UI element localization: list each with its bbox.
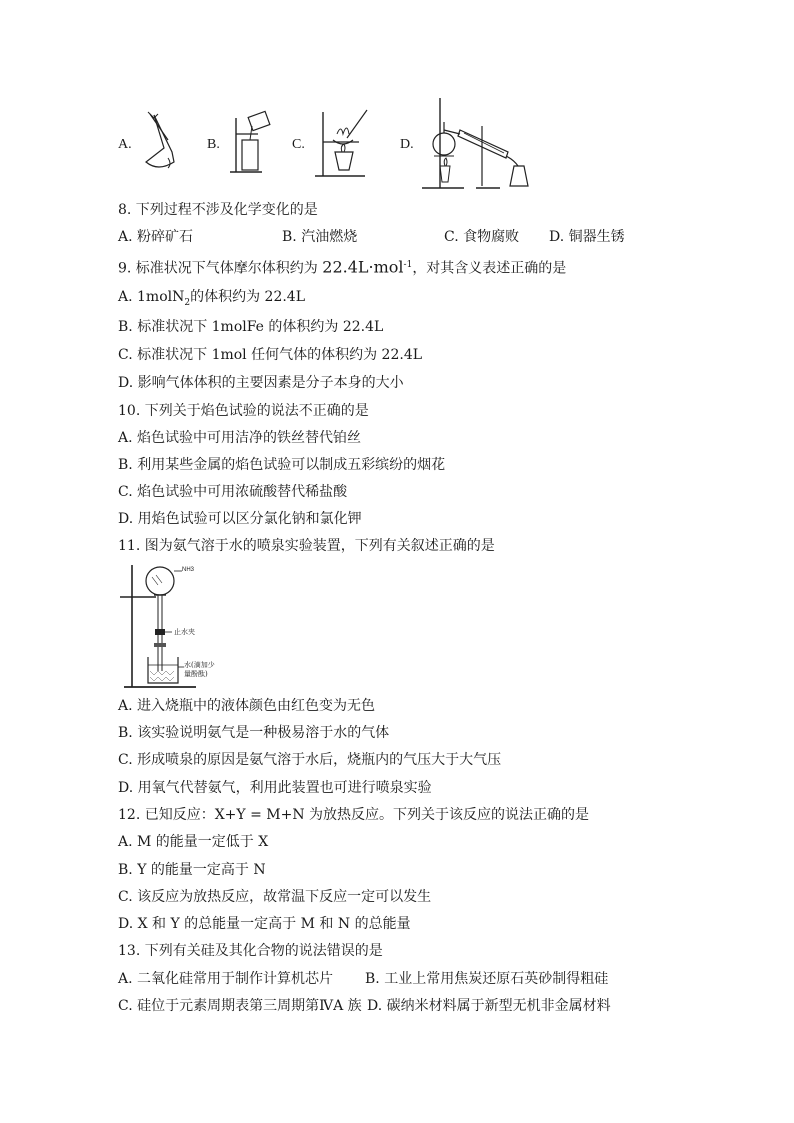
q9-option-c[interactable]: C. 标准状况下 1mol 任何气体的体积约为 22.4L [118,347,423,363]
q10-option-d[interactable]: D. 用焰色试验可以区分氯化钠和氯化钾 [118,511,362,527]
q10-option-b[interactable]: B. 利用某些金属的焰色试验可以制成五彩缤纷的烟花 [118,457,446,473]
q11-stem: 11. 图为氨气溶于水的喷泉实验装置，下列有关叙述正确的是 [118,538,495,554]
q11-figure-clamp-label: 止水夹 [174,628,195,636]
q9-stem-unit: 22.4L·mol [322,257,404,277]
q13-stem: 13. 下列有关硅及其化合物的说法错误的是 [118,943,383,959]
q10-stem: 10. 下列关于焰色试验的说法不正确的是 [118,403,369,419]
q9-option-a[interactable] [118,288,305,312]
q9-stem [118,256,566,278]
q12-stem: 12. 已知反应：X+Y = M+N 为放热反应。下列关于该反应的说法正确的是 [118,807,590,823]
q10-option-a[interactable]: A. 焰色试验中可用洁净的铁丝替代铂丝 [118,430,362,446]
q13-option-a[interactable]: A. 二氧化硅常用于制作计算机芯片 [118,971,334,987]
q8-stem: 8. 下列过程不涉及化学变化的是 [118,202,318,218]
q10-option-c[interactable]: C. 焰色试验中可用浓硫酸替代稀盐酸 [118,484,348,500]
q9-option-d[interactable]: D. 影响气体体积的主要因素是分子本身的大小 [118,375,404,391]
q8-option-a[interactable]: A. 粉碎矿石 [118,229,194,245]
q9-option-a-subscript: 2 [184,297,191,308]
q13-option-c[interactable]: C. 硅位于元素周期表第三周期第ⅣA 族 [118,998,362,1014]
q13-option-b[interactable]: B. 工业上常用焦炭还原石英砂制得粗硅 [365,971,609,987]
q7-option-d-label: D. [400,137,414,152]
q11-figure-water-label-2: 量酚酞) [184,670,208,678]
q9-stem-text: 9. 标准状况下气体摩尔体积约为 [118,260,323,277]
q12-option-a[interactable]: A. M 的能量一定低于 X [118,834,269,850]
q12-option-c[interactable]: C. 该反应为放热反应，故常温下反应一定可以发生 [118,889,432,905]
q11-figure-water-label [184,661,215,679]
q12-option-b[interactable]: B. Y 的能量一定高于 N [118,862,266,878]
q9-stem-exponent: -1 [403,260,413,270]
pouring-liquid-icon [228,108,278,176]
q9-option-a-tail: 的体积约为 22.4L [190,289,306,305]
q9-stem-tail: ，对其含义表述正确的是 [412,260,567,277]
q7-option-b-label: B. [207,137,220,152]
q7-option-a-label: A. [118,137,132,152]
distillation-apparatus-icon [420,96,536,192]
q8-option-b[interactable]: B. 汽油燃烧 [282,229,358,245]
q11-option-b[interactable]: B. 该实验说明氨气是一种极易溶于水的气体 [118,725,390,741]
q12-option-d[interactable]: D. X 和 Y 的总能量一定高于 M 和 N 的总能量 [118,916,411,932]
q13-option-d[interactable]: D. 碳纳米材料属于新型无机非金属材料 [367,998,611,1014]
separatory-funnel-icon [138,110,188,172]
q11-figure-nh3-label: NH3 [182,567,195,573]
q9-option-a-text: A. 1molN [118,289,185,305]
q8-option-d[interactable]: D. 铜器生锈 [549,229,625,245]
q9-option-b[interactable]: B. 标准状况下 1molFe 的体积约为 22.4L [118,319,384,335]
q7-option-c-label: C. [292,137,305,152]
q11-option-c[interactable]: C. 形成喷泉的原因是氨气溶于水后，烧瓶内的气压大于大气压 [118,752,502,768]
q11-figure-water-label-1: 水(滴加少 [184,661,215,669]
q8-option-c[interactable]: C. 食物腐败 [444,229,520,245]
q11-option-a[interactable]: A. 进入烧瓶中的液体颜色由红色变为无色 [118,698,376,714]
q11-option-d[interactable]: D. 用氧气代替氨气，利用此装置也可进行喷泉实验 [118,780,432,796]
evaporation-heating-icon [313,106,373,178]
